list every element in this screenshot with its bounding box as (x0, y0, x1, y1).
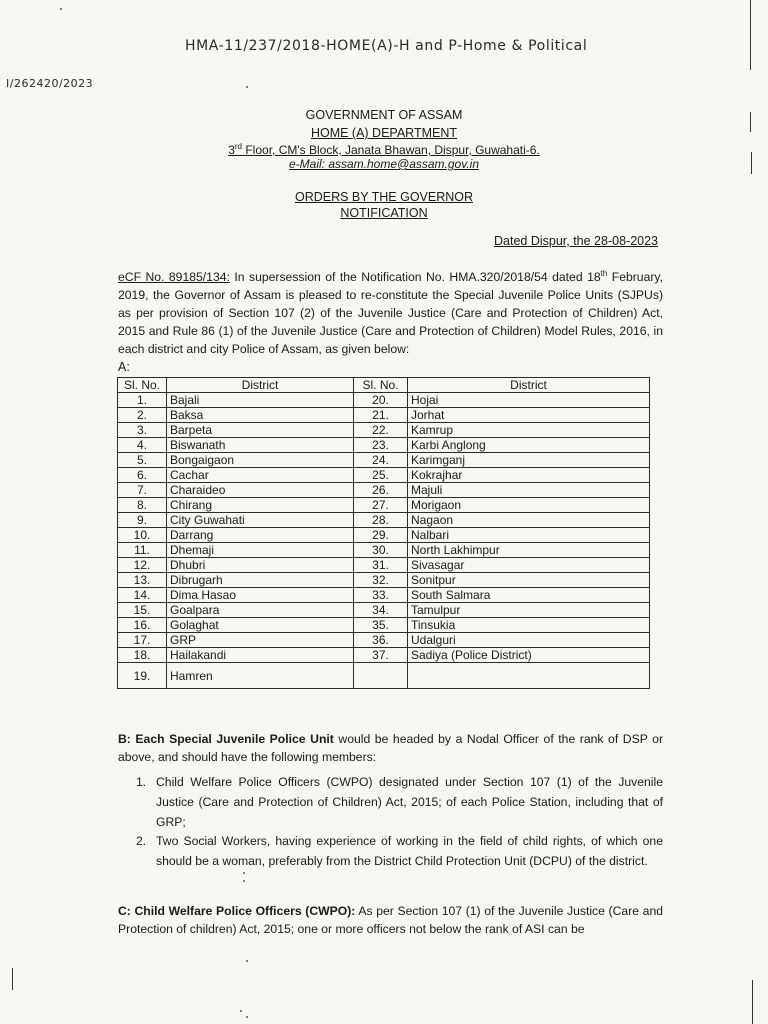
sl-no-cell: 1. (118, 393, 167, 408)
sl-no-cell: 17. (118, 633, 167, 648)
sl-no-cell: 10. (118, 528, 167, 543)
district-cell: Karbi Anglong (408, 438, 650, 453)
table-row (118, 528, 650, 543)
district-cell: Sivasagar (408, 558, 650, 573)
sl-no-cell: 20. (354, 393, 408, 408)
paragraph-section-b (118, 730, 663, 766)
district-cell: Bajali (167, 393, 354, 408)
table-row (118, 543, 650, 558)
government-title: GOVERNMENT OF ASSAM (305, 108, 463, 122)
sl-no-cell: 25. (354, 468, 408, 483)
header-sl-no: Sl. No. (118, 378, 167, 393)
district-cell: Dhubri (167, 558, 354, 573)
district-cell: Barpeta (167, 423, 354, 438)
orders-wrapper (0, 190, 768, 204)
para1-text-b: February, 2019, the Governor of Assam is pleased to re-constitute the Special Juvenile Police Units (SJPUs) as per provision of Section 107 (2) of the Juvenile Justice (Care and Protection of Children) Act, 2015 and Rule 86 (1) of the Juvenile Justice (Care and Protection of Children) Model Rules, 2016, in each district and city Police of Assam, as given below: (118, 270, 663, 356)
speck (60, 8, 62, 10)
speck (246, 86, 248, 88)
sl-no-cell: 23. (354, 438, 408, 453)
sl-no-cell: 30. (354, 543, 408, 558)
sl-no-cell: 4. (118, 438, 167, 453)
district-cell: Cachar (167, 468, 354, 483)
page-edge-line (750, 0, 751, 70)
district-table (117, 377, 650, 689)
district-cell: Kamrup (408, 423, 650, 438)
district-cell: North Lakhimpur (408, 543, 650, 558)
district-cell: Goalpara (167, 603, 354, 618)
paragraph-supersession (118, 268, 663, 358)
table-row (118, 648, 650, 663)
sl-no-cell: 36. (354, 633, 408, 648)
notification-title: NOTIFICATION (340, 206, 428, 220)
sl-no-cell: 8. (118, 498, 167, 513)
table-row (118, 393, 650, 408)
sl-no-cell: 32. (354, 573, 408, 588)
list-number: 1. (136, 775, 147, 789)
list-item (136, 772, 663, 832)
table-row (118, 588, 650, 603)
sl-no-cell: 34. (354, 603, 408, 618)
sl-no-cell: 9. (118, 513, 167, 528)
orders-title: ORDERS BY THE GOVERNOR (294, 190, 474, 204)
district-cell: Karimganj (408, 453, 650, 468)
sl-no-cell: 5. (118, 453, 167, 468)
header-sl-no: Sl. No. (354, 378, 408, 393)
sl-no-cell: 7. (118, 483, 167, 498)
table-row (118, 513, 650, 528)
district-cell: Darrang (167, 528, 354, 543)
district-cell: Morigaon (408, 498, 650, 513)
sl-no-cell: 31. (354, 558, 408, 573)
sl-no-cell: 12. (118, 558, 167, 573)
district-cell: Sadiya (Police District) (408, 648, 650, 663)
district-cell: Tamulpur (408, 603, 650, 618)
sl-no-cell: 16. (118, 618, 167, 633)
district-cell: Baksa (167, 408, 354, 423)
table-row (118, 498, 650, 513)
page-edge-line (752, 980, 753, 1024)
district-cell: Nagaon (408, 513, 650, 528)
sl-no-cell: 13. (118, 573, 167, 588)
section-c-text: As per Section 107 (1) of the Juvenile Justice (Care and Protection of children) Act, 2015; one or more officers not below the rank of ASI can be (118, 904, 663, 936)
header-district: District (408, 378, 650, 393)
district-cell: Tinsukia (408, 618, 650, 633)
sl-no-cell: 21. (354, 408, 408, 423)
sl-no-cell: 24. (354, 453, 408, 468)
sl-no-cell: 6. (118, 468, 167, 483)
table-row (118, 573, 650, 588)
email-wrapper (0, 157, 768, 171)
table-row (118, 558, 650, 573)
speck (243, 880, 245, 882)
table-body (118, 393, 650, 689)
district-cell: South Salmara (408, 588, 650, 603)
sl-no-cell: 27. (354, 498, 408, 513)
district-cell: Biswanath (167, 438, 354, 453)
district-cell: Hailakandi (167, 648, 354, 663)
district-cell: Bongaigaon (167, 453, 354, 468)
notification-wrapper (0, 206, 768, 220)
table-row (118, 618, 650, 633)
sl-no-cell: 33. (354, 588, 408, 603)
sl-no-cell: 35. (354, 618, 408, 633)
section-b-text: would be headed by a Nodal Officer of the rank of DSP or above, and should have the following members: (118, 732, 664, 764)
speck (240, 1010, 242, 1012)
address-text: Floor, CM's Block, Janata Bhawan, Dispur, Guwahati-6. (242, 143, 540, 157)
file-header: HMA-11/237/2018-HOME(A)-H and P-Home & Political (185, 38, 588, 54)
table-row (118, 663, 650, 689)
sl-no-cell: 37. (354, 648, 408, 663)
district-cell: Udalguri (408, 633, 650, 648)
email-link[interactable]: e-Mail: assam.home@assam.gov.in (288, 157, 480, 171)
district-cell: Sonitpur (408, 573, 650, 588)
table-row (118, 603, 650, 618)
district-cell: Hojai (408, 393, 650, 408)
district-cell: Nalbari (408, 528, 650, 543)
para1-text-a: In supersession of the Notification No. HMA.320/2018/54 dated 18 (229, 270, 601, 284)
table-row (118, 423, 650, 438)
district-cell: Hamren (167, 663, 354, 689)
department-wrapper (0, 126, 768, 140)
page-edge-line (12, 968, 13, 990)
table-row (118, 408, 650, 423)
table-row (118, 438, 650, 453)
district-cell: Charaideo (167, 483, 354, 498)
sl-no-cell: 19. (118, 663, 167, 689)
sl-no-cell (354, 663, 408, 689)
district-cell: Kokrajhar (408, 468, 650, 483)
sl-no-cell: 11. (118, 543, 167, 558)
district-cell: Dibrugarh (167, 573, 354, 588)
speck (246, 1016, 248, 1018)
sl-no-cell: 18. (118, 648, 167, 663)
district-cell: Jorhat (408, 408, 650, 423)
district-cell: Dhemaji (167, 543, 354, 558)
address-line (0, 142, 768, 157)
ecf-number: eCF No. 89185/134: (118, 270, 230, 284)
district-cell: Golaghat (167, 618, 354, 633)
header-district: District (167, 378, 354, 393)
district-cell: Chirang (167, 498, 354, 513)
table-header-row (118, 378, 650, 393)
speck (243, 872, 245, 874)
section-c-label: C: Child Welfare Police Officers (CWPO): (118, 904, 356, 918)
floor-number: 3 (228, 143, 235, 157)
list-item (136, 831, 663, 871)
paragraph-section-c (118, 902, 663, 938)
section-b-label: B: Each Special Juvenile Police Unit (118, 732, 334, 746)
sl-no-cell: 29. (354, 528, 408, 543)
table-row (118, 453, 650, 468)
district-cell: City Guwahati (167, 513, 354, 528)
department-title: HOME (A) DEPARTMENT (310, 126, 458, 140)
file-reference: I/262420/2023 (6, 77, 94, 90)
section-a-label: A: (118, 360, 130, 374)
table-row (118, 633, 650, 648)
table-row (118, 468, 650, 483)
sl-no-cell: 2. (118, 408, 167, 423)
district-cell: Dima Hasao (167, 588, 354, 603)
address-floor (228, 143, 540, 157)
sl-no-cell: 22. (354, 423, 408, 438)
sl-no-cell: 26. (354, 483, 408, 498)
speck (246, 960, 248, 962)
dated-line: Dated Dispur, the 28-08-2023 (494, 234, 658, 248)
list-text: Two Social Workers, having experience of working in the field of child rights, of which one should be a woman, preferably from the District Child Protection Unit (DCPU) of the district. (156, 834, 663, 868)
list-number: 2. (136, 834, 147, 848)
sl-no-cell: 28. (354, 513, 408, 528)
sl-no-cell: 3. (118, 423, 167, 438)
list-text: Child Welfare Police Officers (CWPO) designated under Section 107 (1) of the Juvenile Justice (Care and Protection of Children) Act, 2015; of each Police Station, including that of GRP; (156, 775, 663, 829)
sl-no-cell: 14. (118, 588, 167, 603)
sl-no-cell: 15. (118, 603, 167, 618)
floor-sup: rd (234, 142, 243, 151)
para1-sup: th (600, 268, 608, 278)
table-row (118, 483, 650, 498)
district-cell: GRP (167, 633, 354, 648)
district-cell: Majuli (408, 483, 650, 498)
district-cell (408, 663, 650, 689)
